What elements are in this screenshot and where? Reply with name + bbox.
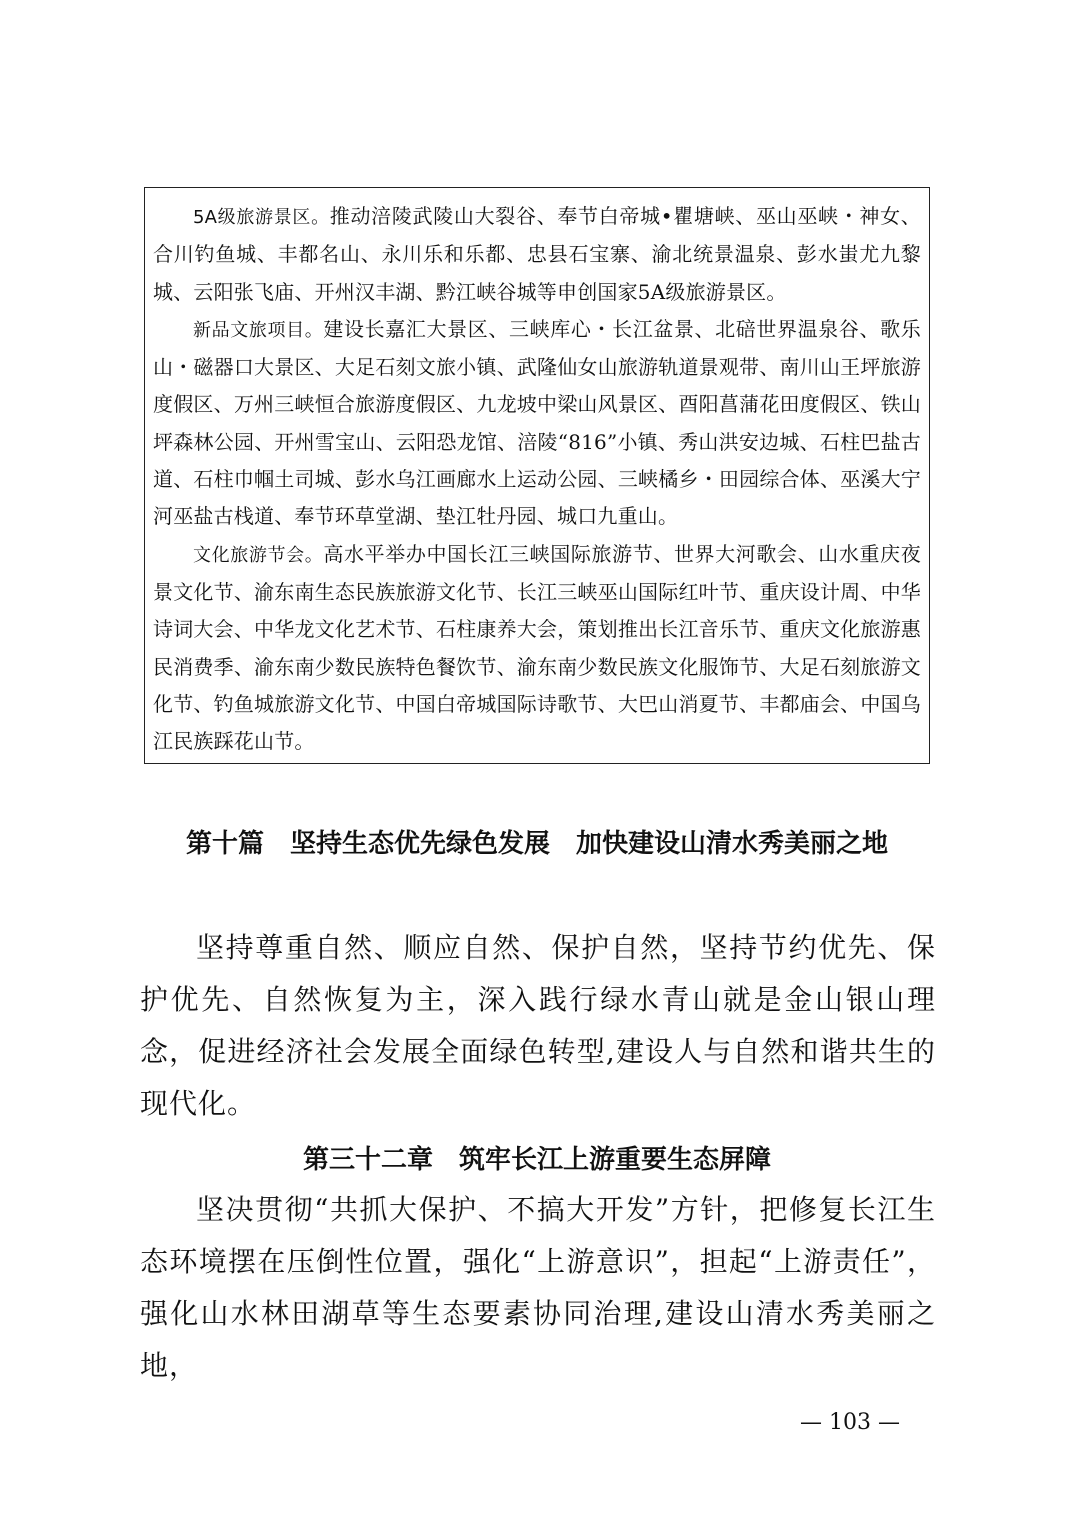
box-item-new-projects — [153, 311, 921, 536]
box-item-label: 新品文旅项目。 — [193, 319, 324, 341]
box-item-festivals — [153, 536, 921, 761]
chapter-intro-paragraph: 坚决贯彻“共抓大保护、不搞大开发”方针，把修复长江生态环境摆在压倒性位置，强化“上游意识”，担起“上游责任”，强化山水林田湖草等生态要素协同治理,建设山清水秀美丽之地， — [140, 1193, 936, 1382]
box-item-text: 高水平举办中国长江三峡国际旅游节、世界大河歌会、山水重庆夜景文化节、渝东南生态民族旅游文化节、长江三峡巫山国际红叶节、重庆设计周、中华诗词大会、中华龙文化艺术节、石柱康养大会，策划推出长江音乐节、重庆文化旅游惠民消费季、渝东南少数民族特色餐饮节、渝东南少数民族文化服饰节、大足石刻旅游文化节、钓鱼城旅游文化节、中国白帝城国际诗歌节、大巴山消夏节、丰都庙会、中国乌江民族踩花山节。 — [153, 541, 921, 754]
part-title: 第十篇 坚持生态优先绿色发展 加快建设山清水秀美丽之地 — [185, 829, 888, 859]
box-item-label: 5A级旅游景区。 — [193, 207, 330, 228]
box-item-text: 建设长嘉汇大景区、三峡库心・长江盆景、北碚世界温泉谷、歌乐山・磁器口大景区、大足石刻文旅小镇、武隆仙女山旅游轨道景观带、南川山王坪旅游度假区、万州三峡恒合旅游度假区、九龙坡中梁山风景区、酉阳菖蒲花田度假区、铁山坪森林公园、开州雪宝山、云阳恐龙馆、涪陵“816”小镇、秀山洪安边城、石柱巴盐古道、石柱巾帼土司城、彭水乌江画廊水上运动公园、三峡橘乡・田园综合体、巫溪大宁河巫盐古栈道、奉节环草堂湖、垫江牡丹园、城口九重山。 — [153, 316, 921, 529]
box-item-5a-scenic — [153, 198, 921, 311]
info-box — [144, 187, 930, 764]
box-item-label: 文化旅游节会。 — [193, 544, 324, 566]
page-number: — 103 — — [800, 1410, 900, 1435]
box-item-text: 推动涪陵武陵山大裂谷、奉节白帝城•瞿塘峡、巫山巫峡・神女、合川钓鱼城、丰都名山、永川乐和乐都、忠县石宝寨、渝北统景温泉、彭水蚩尤九黎城、云阳张飞庙、开州汉丰湖、黔江峡谷城等申创国家5A级旅游景区。 — [153, 204, 921, 304]
chapter-title: 第三十二章 筑牢长江上游重要生态屏障 — [302, 1145, 771, 1175]
part-intro-paragraph: 坚持尊重自然、顺应自然、保护自然，坚持节约优先、保护优先、自然恢复为主，深入践行绿水青山就是金山银山理念，促进经济社会发展全面绿色转型,建设人与自然和谐共生的现代化。 — [140, 931, 936, 1120]
